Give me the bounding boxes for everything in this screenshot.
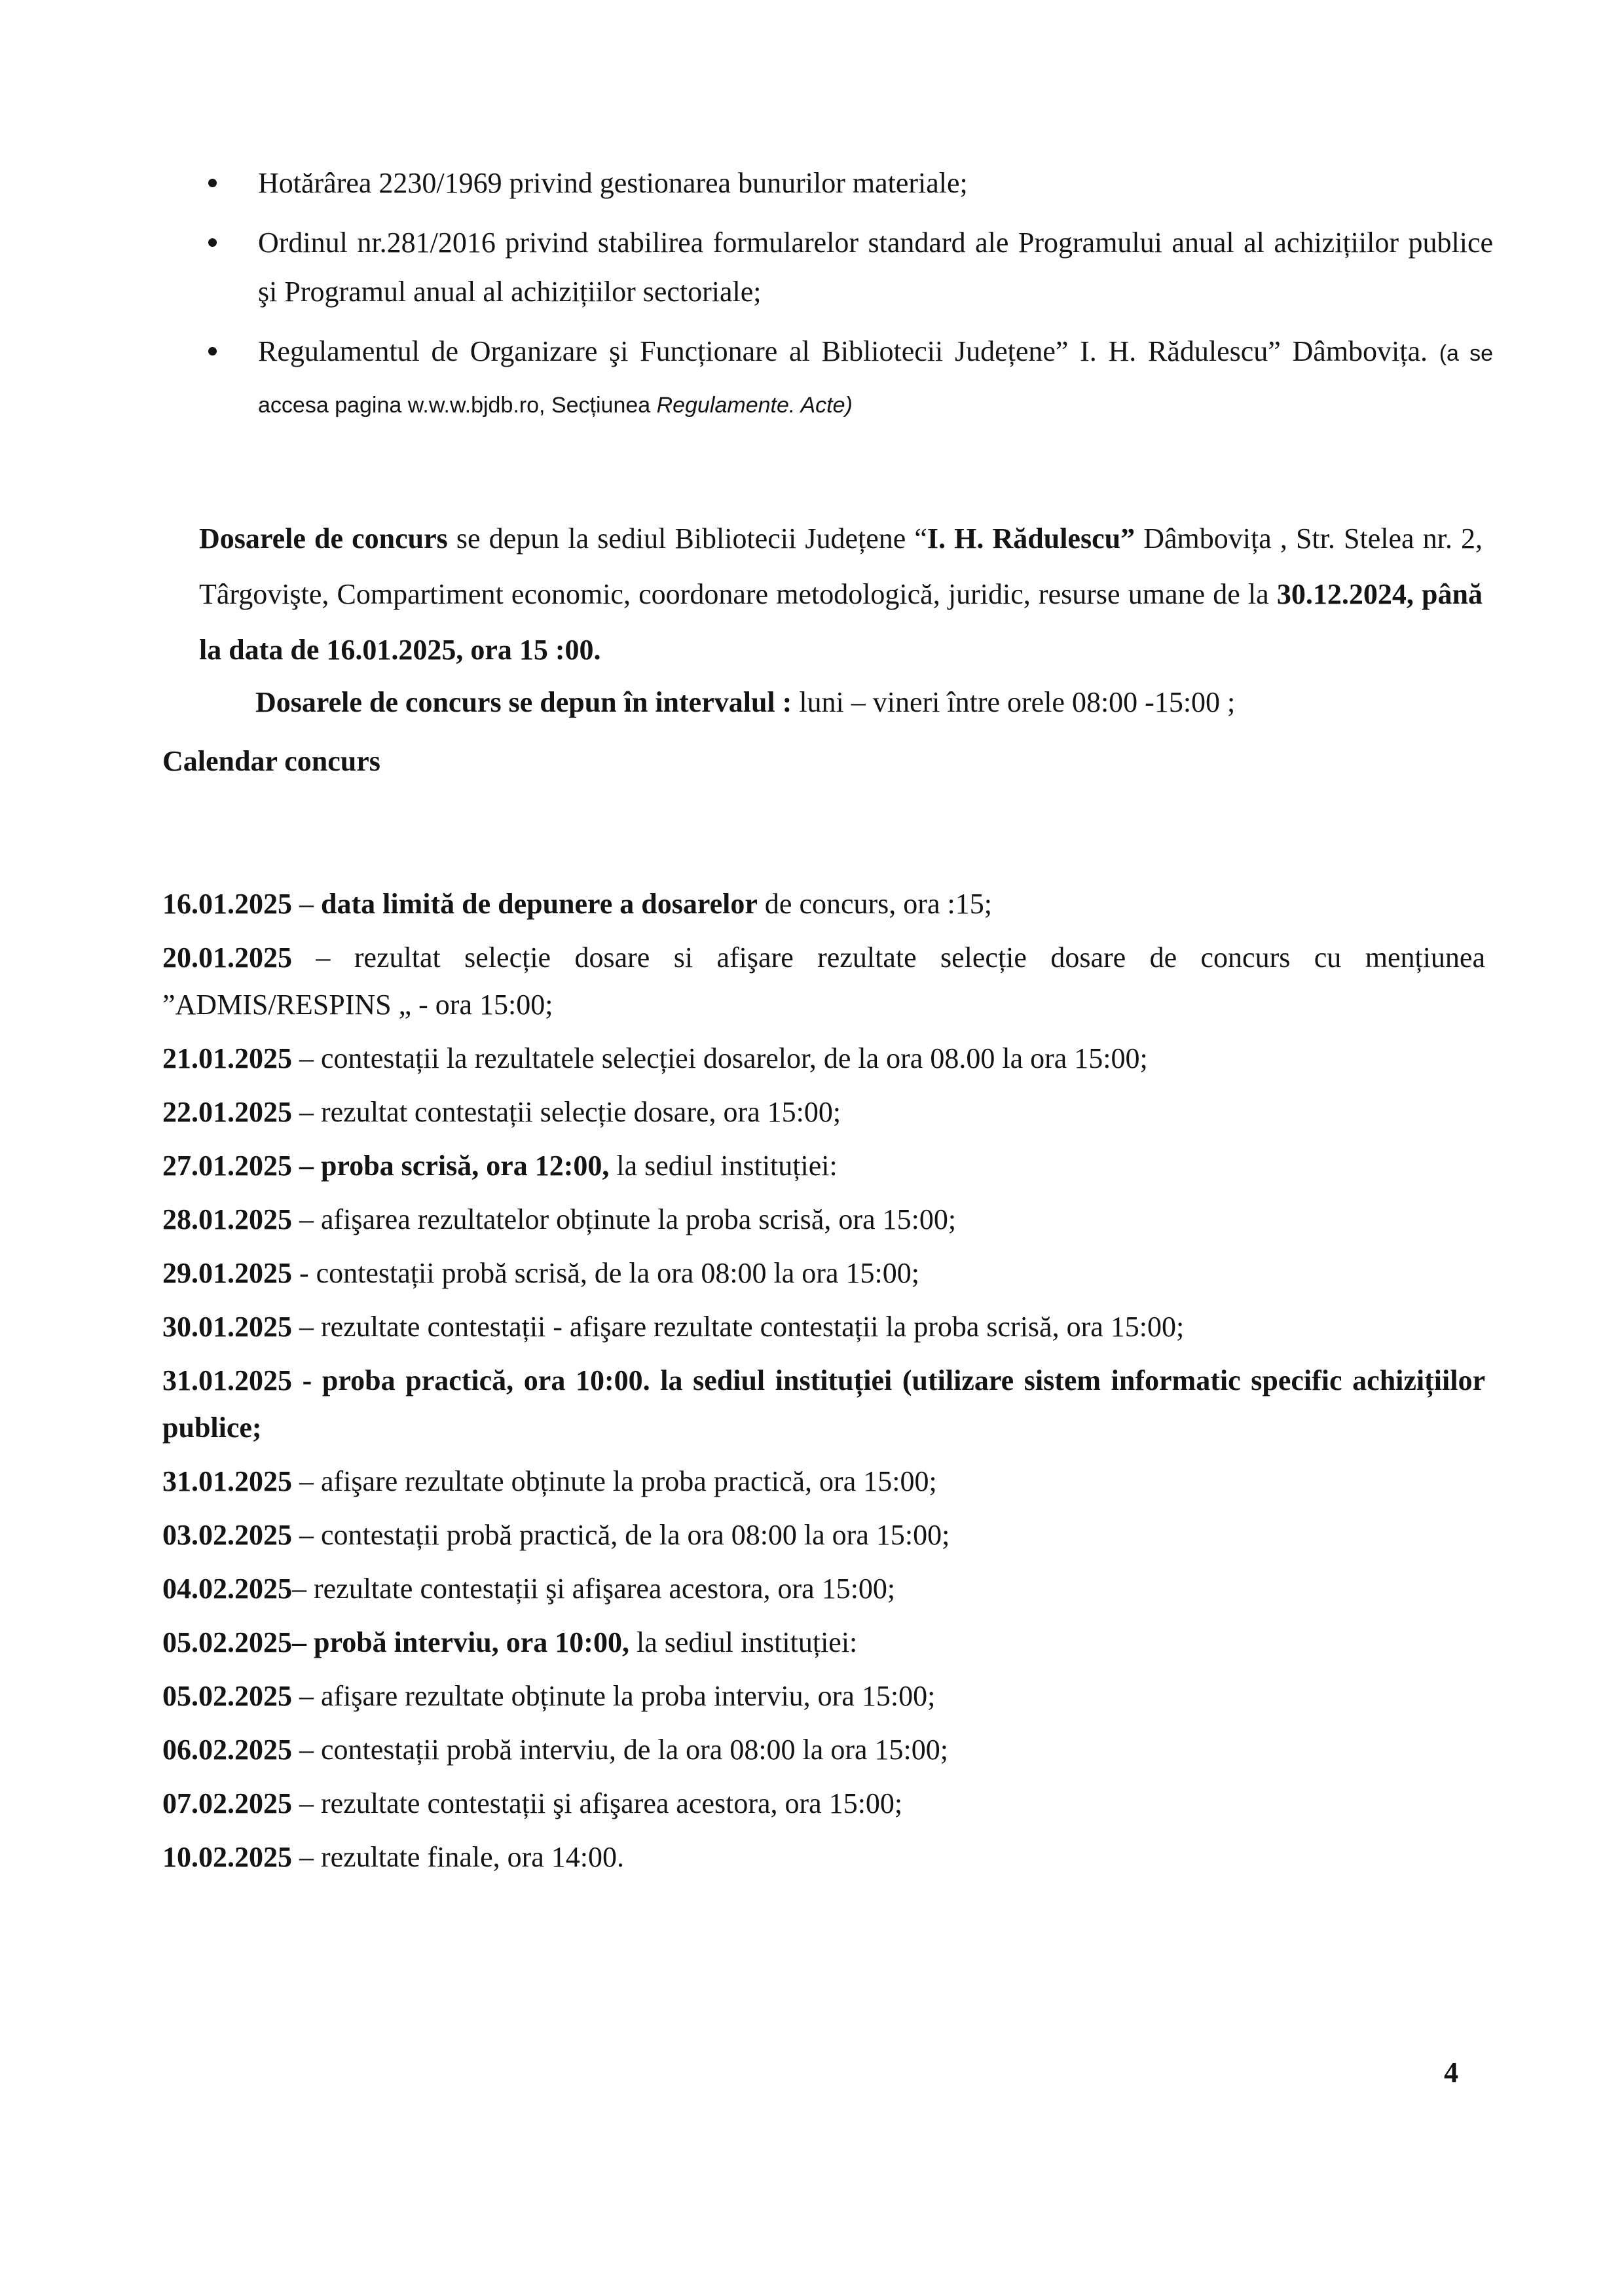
schedule-text: – afişarea rezultatelor obținute la proba scrisă, ora 15:00; xyxy=(292,1203,957,1235)
schedule-item xyxy=(162,1512,1485,1559)
schedule-date: 16.01.2025 xyxy=(162,888,292,920)
schedule-item xyxy=(162,1780,1485,1827)
schedule-item xyxy=(162,1357,1485,1451)
schedule-date: 07.02.2025 xyxy=(162,1787,292,1819)
schedule-item xyxy=(162,1089,1485,1136)
schedule-highlight: - proba practică, ora 10:00. la sediul instituției (utilizare sistem informatic specific achizițiilor publice; xyxy=(162,1364,1485,1444)
schedule-text-end: la sediul instituției: xyxy=(609,1150,838,1182)
schedule-text: – contestații probă interviu, de la ora 08:00 la ora 15:00; xyxy=(292,1734,948,1766)
schedule-highlight: – probă interviu, ora 10:00, xyxy=(292,1626,629,1658)
institution-name: I. H. Rădulescu” xyxy=(927,522,1135,555)
submission-lead: Dosarele de concurs xyxy=(199,522,448,555)
schedule-date: 05.02.2025 xyxy=(162,1680,292,1712)
schedule-date: 31.01.2025 xyxy=(162,1465,292,1497)
website-note-section: Regulamente. Acte) xyxy=(656,393,853,418)
schedule-item xyxy=(162,1250,1485,1297)
schedule-date: 05.02.2025 xyxy=(162,1626,292,1658)
schedule-text: – rezultate contestații şi afişarea acestora, ora 15:00; xyxy=(292,1573,896,1605)
schedule-item xyxy=(162,1726,1485,1774)
schedule-text: – contestații la rezultatele selecției dosarelor, de la ora 08.00 la ora 15:00; xyxy=(292,1042,1148,1074)
contest-schedule xyxy=(162,881,1485,1887)
schedule-highlight: data limită de depunere a dosarelor xyxy=(321,888,758,920)
submission-text: se depun la sediul Bibliotecii Județene “ xyxy=(447,522,927,555)
schedule-text: – rezultat contestații selecție dosare, ora 15:00; xyxy=(292,1096,841,1128)
schedule-text: – rezultate contestații şi afişarea acestora, ora 15:00; xyxy=(292,1787,903,1819)
bullet-icon xyxy=(208,238,217,247)
schedule-item xyxy=(162,1565,1485,1613)
submission-hours: luni – vineri între orele 08:00 -15:00 ; xyxy=(792,686,1236,718)
schedule-date: 22.01.2025 xyxy=(162,1096,292,1128)
schedule-date: 28.01.2025 xyxy=(162,1203,292,1235)
list-item xyxy=(196,327,1493,430)
schedule-date: 03.02.2025 xyxy=(162,1519,292,1551)
schedule-item xyxy=(162,1035,1485,1082)
schedule-date: 30.01.2025 xyxy=(162,1311,292,1343)
schedule-item xyxy=(162,934,1485,1029)
schedule-date: 31.01.2025 xyxy=(162,1364,292,1396)
schedule-item xyxy=(162,881,1485,928)
schedule-item xyxy=(162,1619,1485,1666)
list-item-text: Ordinul nr.281/2016 privind stabilirea formularelor standard ale Programului anual al achizițiilor publice şi Programul anual al achizițiilor sectoriale; xyxy=(258,227,1493,308)
legal-references-list xyxy=(196,158,1493,441)
schedule-date: 04.02.2025 xyxy=(162,1573,292,1605)
schedule-item xyxy=(162,1196,1485,1243)
submission-hours-lead: Dosarele de concurs se depun în intervalul : xyxy=(255,686,792,718)
submission-hours-paragraph xyxy=(255,678,1434,727)
schedule-text: – rezultate finale, ora 14:00. xyxy=(292,1841,625,1873)
submission-address: Dâmbovița , Str. Stelea nr. 2, Târgovişte, Compartiment economic, coordonare metodologică, juridic, resurse umane de la xyxy=(199,522,1483,610)
schedule-text: – xyxy=(292,888,321,920)
schedule-date: 27.01.2025 xyxy=(162,1150,292,1182)
list-item-text: Hotărârea 2230/1969 privind gestionarea bunurilor materiale; xyxy=(258,167,968,199)
schedule-highlight: – proba scrisă, ora 12:00, xyxy=(292,1150,610,1182)
calendar-heading: Calendar concurs xyxy=(162,745,380,777)
submission-period: 30.12.2024, până la data de 16.01.2025, ora 15 :00. xyxy=(199,578,1483,666)
schedule-date: 29.01.2025 xyxy=(162,1257,292,1289)
schedule-date: 06.02.2025 xyxy=(162,1734,292,1766)
submission-paragraph xyxy=(199,511,1483,678)
list-item-text: Regulamentul de Organizare şi Funcționare al Bibliotecii Județene” I. H. Rădulescu” Dâmbovița. xyxy=(258,335,1428,367)
schedule-text: – afişare rezultate obținute la proba practică, ora 15:00; xyxy=(292,1465,937,1497)
schedule-text: - contestații probă scrisă, de la ora 08:00 la ora 15:00; xyxy=(292,1257,919,1289)
website-note-text: (a se accesa pagina w.w.w.bjdb.ro, Secțiunea xyxy=(258,341,1494,418)
list-item xyxy=(196,158,1493,208)
schedule-text: – contestații probă practică, de la ora 08:00 la ora 15:00; xyxy=(292,1519,950,1551)
schedule-date: 10.02.2025 xyxy=(162,1841,292,1873)
schedule-item xyxy=(162,1303,1485,1351)
schedule-item xyxy=(162,1142,1485,1190)
schedule-text-end: de concurs, ora :15; xyxy=(757,888,992,920)
schedule-text: – rezultate contestații - afişare rezultate contestații la proba scrisă, ora 15:00; xyxy=(292,1311,1185,1343)
schedule-item xyxy=(162,1834,1485,1881)
schedule-item xyxy=(162,1458,1485,1505)
bullet-icon xyxy=(208,179,217,187)
schedule-text: – rezultat selecție dosare si afişare rezultate selecție dosare de concurs cu mențiunea ”ADMIS/RESPINS „ - ora 15:00; xyxy=(162,941,1485,1021)
bullet-icon xyxy=(208,347,217,355)
schedule-text-end: la sediul instituției: xyxy=(629,1626,858,1658)
list-item xyxy=(196,218,1493,316)
schedule-date: 20.01.2025 xyxy=(162,941,292,974)
schedule-text: – afişare rezultate obținute la proba interviu, ora 15:00; xyxy=(292,1680,936,1712)
schedule-date: 21.01.2025 xyxy=(162,1042,292,1074)
schedule-item xyxy=(162,1673,1485,1720)
page-number: 4 xyxy=(1444,2056,1458,2088)
